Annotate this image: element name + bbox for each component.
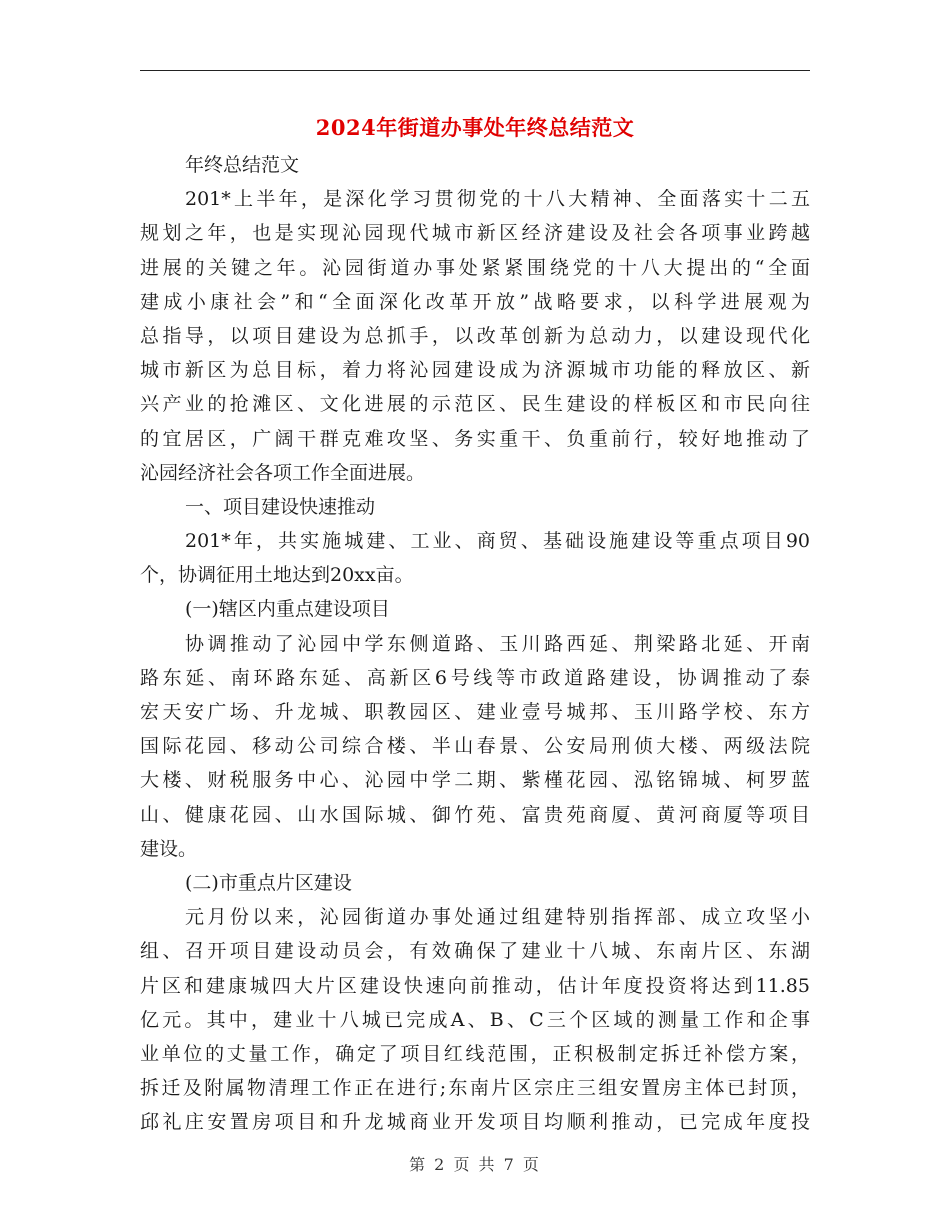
body-line: 业单位的丈量工作，确定了项目红线范围，正积极制定拆迁补偿方案， (140, 1042, 810, 1065)
header-rule (140, 70, 810, 71)
body-line: 规划之年，也是实现沁园现代城市新区经济建设及社会各项事业跨越 (140, 222, 810, 245)
body-line: 201*上半年，是深化学习贯彻党的十八大精神、全面落实十二五 (185, 188, 810, 211)
body-line: 201*年，共实施城建、工业、商贸、基础设施建设等重点项目90 (185, 530, 810, 553)
body-line: (二)市重点片区建设 (185, 871, 352, 894)
document-title: 2024年街道办事处年终总结范文 (315, 115, 635, 140)
body-line: 建成小康社会”和“全面深化改革开放”战略要求，以科学进展观为 (140, 290, 810, 313)
page-number-footer: 第 2 页 共 7 页 (409, 1155, 541, 1174)
body-line: 协调推动了沁园中学东侧道路、玉川路西延、荆梁路北延、开南 (185, 632, 810, 655)
body-line: 总指导，以项目建设为总抓手，以改革创新为总动力，以建设现代化 (140, 324, 810, 347)
body-line: 年终总结范文 (185, 154, 300, 176)
body-line: (一)辖区内重点建设项目 (185, 598, 390, 621)
body-line: 拆迁及附属物清理工作正在进行;东南片区宗庄三组安置房主体已封顶， (140, 1077, 810, 1100)
body-line: 片区和建康城四大片区建设快速向前推动，估计年度投资将达到11.85 (140, 974, 810, 997)
body-line: 进展的关键之年。沁园街道办事处紧紧围绕党的十八大提出的“全面 (140, 256, 810, 279)
body-line: 宏天安广场、升龙城、职教园区、建业壹号城邦、玉川路学校、东方 (140, 701, 810, 723)
body-line: 沁园经济社会各项工作全面进展。 (140, 461, 426, 484)
body-line: 国际花园、移动公司综合楼、半山春景、公安局刑侦大楼、两级法院 (140, 735, 810, 758)
body-line: 建设。 (140, 837, 198, 860)
body-line: 路东延、南环路东延、高新区6号线等市政道路建设，协调推动了泰 (140, 666, 810, 689)
body-line: 元月份以来，沁园街道办事处通过组建特别指挥部、成立攻坚小 (185, 906, 810, 929)
body-line: 一、项目建设快速推动 (185, 495, 376, 518)
body-line: 兴产业的抢滩区、文化进展的示范区、民生建设的样板区和市民向往 (140, 393, 810, 416)
body-line: 个，协调征用土地达到20xx亩。 (140, 564, 414, 587)
body-line: 大楼、财税服务中心、沁园中学二期、紫槿花园、泓铭锦城、柯罗蓝 (140, 769, 810, 792)
body-line: 城市新区为总目标，着力将沁园建设成为济源城市功能的释放区、新 (140, 359, 810, 382)
body-line: 的宜居区，广阔干群克难攻坚、务实重干、负重前行，较好地推动了 (140, 427, 810, 450)
document-body (140, 148, 810, 1139)
body-line: 亿元。其中，建业十八城已完成A、B、C三个区域的测量工作和企事 (140, 1008, 810, 1031)
body-line: 山、健康花园、山水国际城、御竹苑、富贵苑商厦、黄河商厦等项目 (140, 803, 810, 826)
body-line: 组、召开项目建设动员会，有效确保了建业十八城、东南片区、东湖 (140, 940, 810, 963)
body-line: 邱礼庄安置房项目和升龙城商业开发项目均顺利推动，已完成年度投 (140, 1111, 810, 1134)
